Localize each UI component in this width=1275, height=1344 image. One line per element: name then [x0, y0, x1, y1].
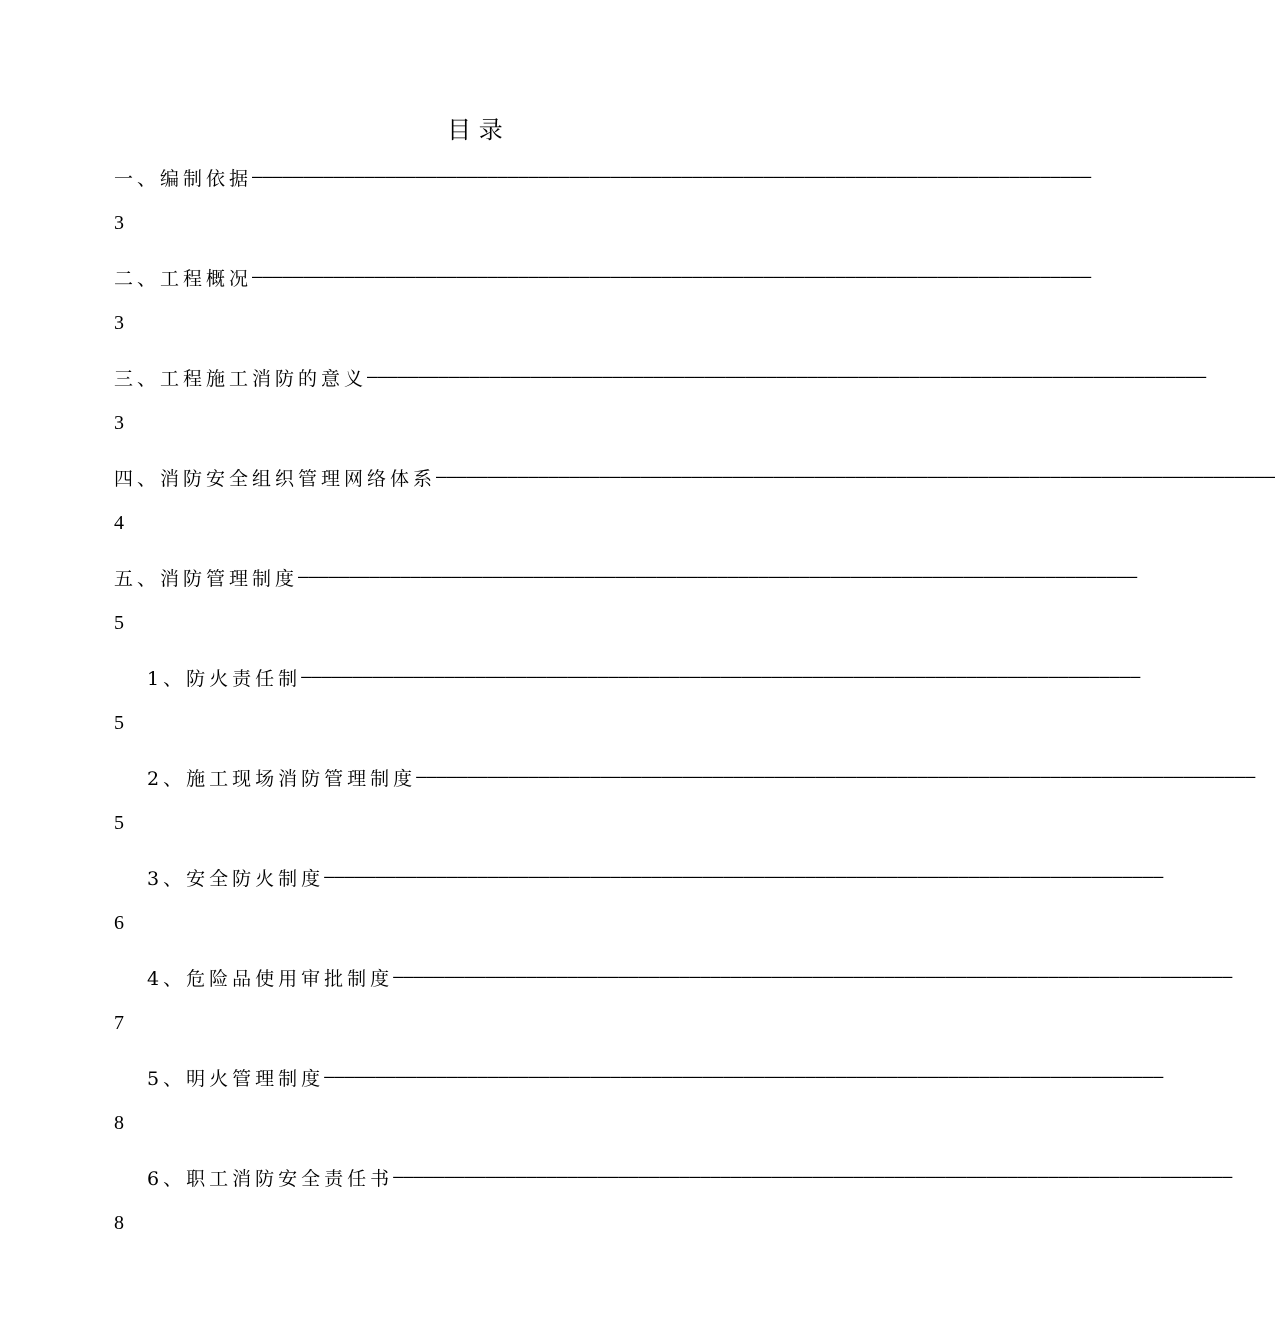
toc-entry-page-number: 4 [114, 512, 124, 534]
toc-leader-line: —————————————————————————————————————————————————————————————————————————————————— [252, 167, 1092, 187]
toc-entry-page-number: 6 [114, 912, 124, 934]
toc-leader-line: —————————————————————————————————————————————————————————————————————————————————— [436, 467, 1275, 487]
toc-entry-line [114, 757, 1256, 797]
toc-entry-page-number: 5 [114, 812, 124, 834]
toc-entry-line [114, 357, 1207, 397]
toc-entry-label[interactable]: 5、明火管理制度 [147, 1067, 325, 1090]
toc-subentry [114, 757, 1256, 857]
toc-entry-page-number: 8 [114, 1212, 124, 1234]
toc-subentry [114, 1057, 1164, 1157]
toc-entry-line [114, 157, 1092, 197]
toc-subentry [114, 1157, 1233, 1257]
toc-entry-page-number: 8 [114, 1112, 124, 1134]
toc-leader-line: —————————————————————————————————————————————————————————————————————————————————— [324, 1067, 1164, 1087]
toc-subentry [114, 957, 1233, 1057]
toc-leader-line: —————————————————————————————————————————————————————————————————————————————————— [298, 567, 1138, 587]
page-title: 目 录 [447, 116, 503, 144]
toc-entry [114, 557, 1138, 657]
toc-leader-line: —————————————————————————————————————————————————————————————————————————————————— [252, 267, 1092, 287]
toc-entry-label[interactable]: 一、编制依据 [114, 167, 253, 190]
toc-entry-line [114, 257, 1092, 297]
table-of-contents [114, 157, 1275, 1257]
toc-entry-label[interactable]: 1、防火责任制 [147, 667, 302, 690]
toc-entry-line [114, 957, 1233, 997]
toc-leader-line: —————————————————————————————————————————————————————————————————————————————————— [367, 367, 1207, 387]
toc-entry-label[interactable]: 2、施工现场消防管理制度 [147, 767, 417, 790]
toc-subentry [114, 657, 1141, 757]
toc-entry-page-number: 7 [114, 1012, 124, 1034]
toc-entry [114, 157, 1092, 257]
toc-entry-label[interactable]: 三、工程施工消防的意义 [114, 367, 368, 390]
toc-entry-line [114, 1157, 1233, 1197]
toc-leader-line: —————————————————————————————————————————————————————————————————————————————————— [393, 967, 1233, 987]
toc-entry-label[interactable]: 3、安全防火制度 [147, 867, 325, 890]
toc-entry-label[interactable]: 五、消防管理制度 [114, 567, 299, 590]
toc-entry-label[interactable]: 6、职工消防安全责任书 [147, 1167, 394, 1190]
toc-entry-line [114, 1057, 1164, 1097]
toc-leader-line: —————————————————————————————————————————————————————————————————————————————————— [393, 1167, 1233, 1187]
toc-entry-page-number: 3 [114, 312, 124, 334]
toc-entry-line [114, 857, 1164, 897]
toc-leader-line: —————————————————————————————————————————————————————————————————————————————————— [416, 767, 1256, 787]
toc-subentry [114, 857, 1164, 957]
toc-entry [114, 357, 1207, 457]
toc-entry-label[interactable]: 4、危险品使用审批制度 [147, 967, 394, 990]
toc-entry-page-number: 3 [114, 212, 124, 234]
toc-entry-page-number: 3 [114, 412, 124, 434]
toc-entry-line [114, 657, 1141, 697]
toc-entry-label[interactable]: 二、工程概况 [114, 267, 253, 290]
toc-entry-line [114, 557, 1138, 597]
toc-entry-label[interactable]: 四、消防安全组织管理网络体系 [114, 467, 437, 490]
toc-entry [114, 257, 1092, 357]
toc-entry-page-number: 5 [114, 612, 124, 634]
toc-entry [114, 457, 1275, 557]
toc-entry-line [114, 457, 1275, 497]
toc-entry-page-number: 5 [114, 712, 124, 734]
toc-leader-line: —————————————————————————————————————————————————————————————————————————————————— [301, 667, 1141, 687]
toc-leader-line: —————————————————————————————————————————————————————————————————————————————————— [324, 867, 1164, 887]
